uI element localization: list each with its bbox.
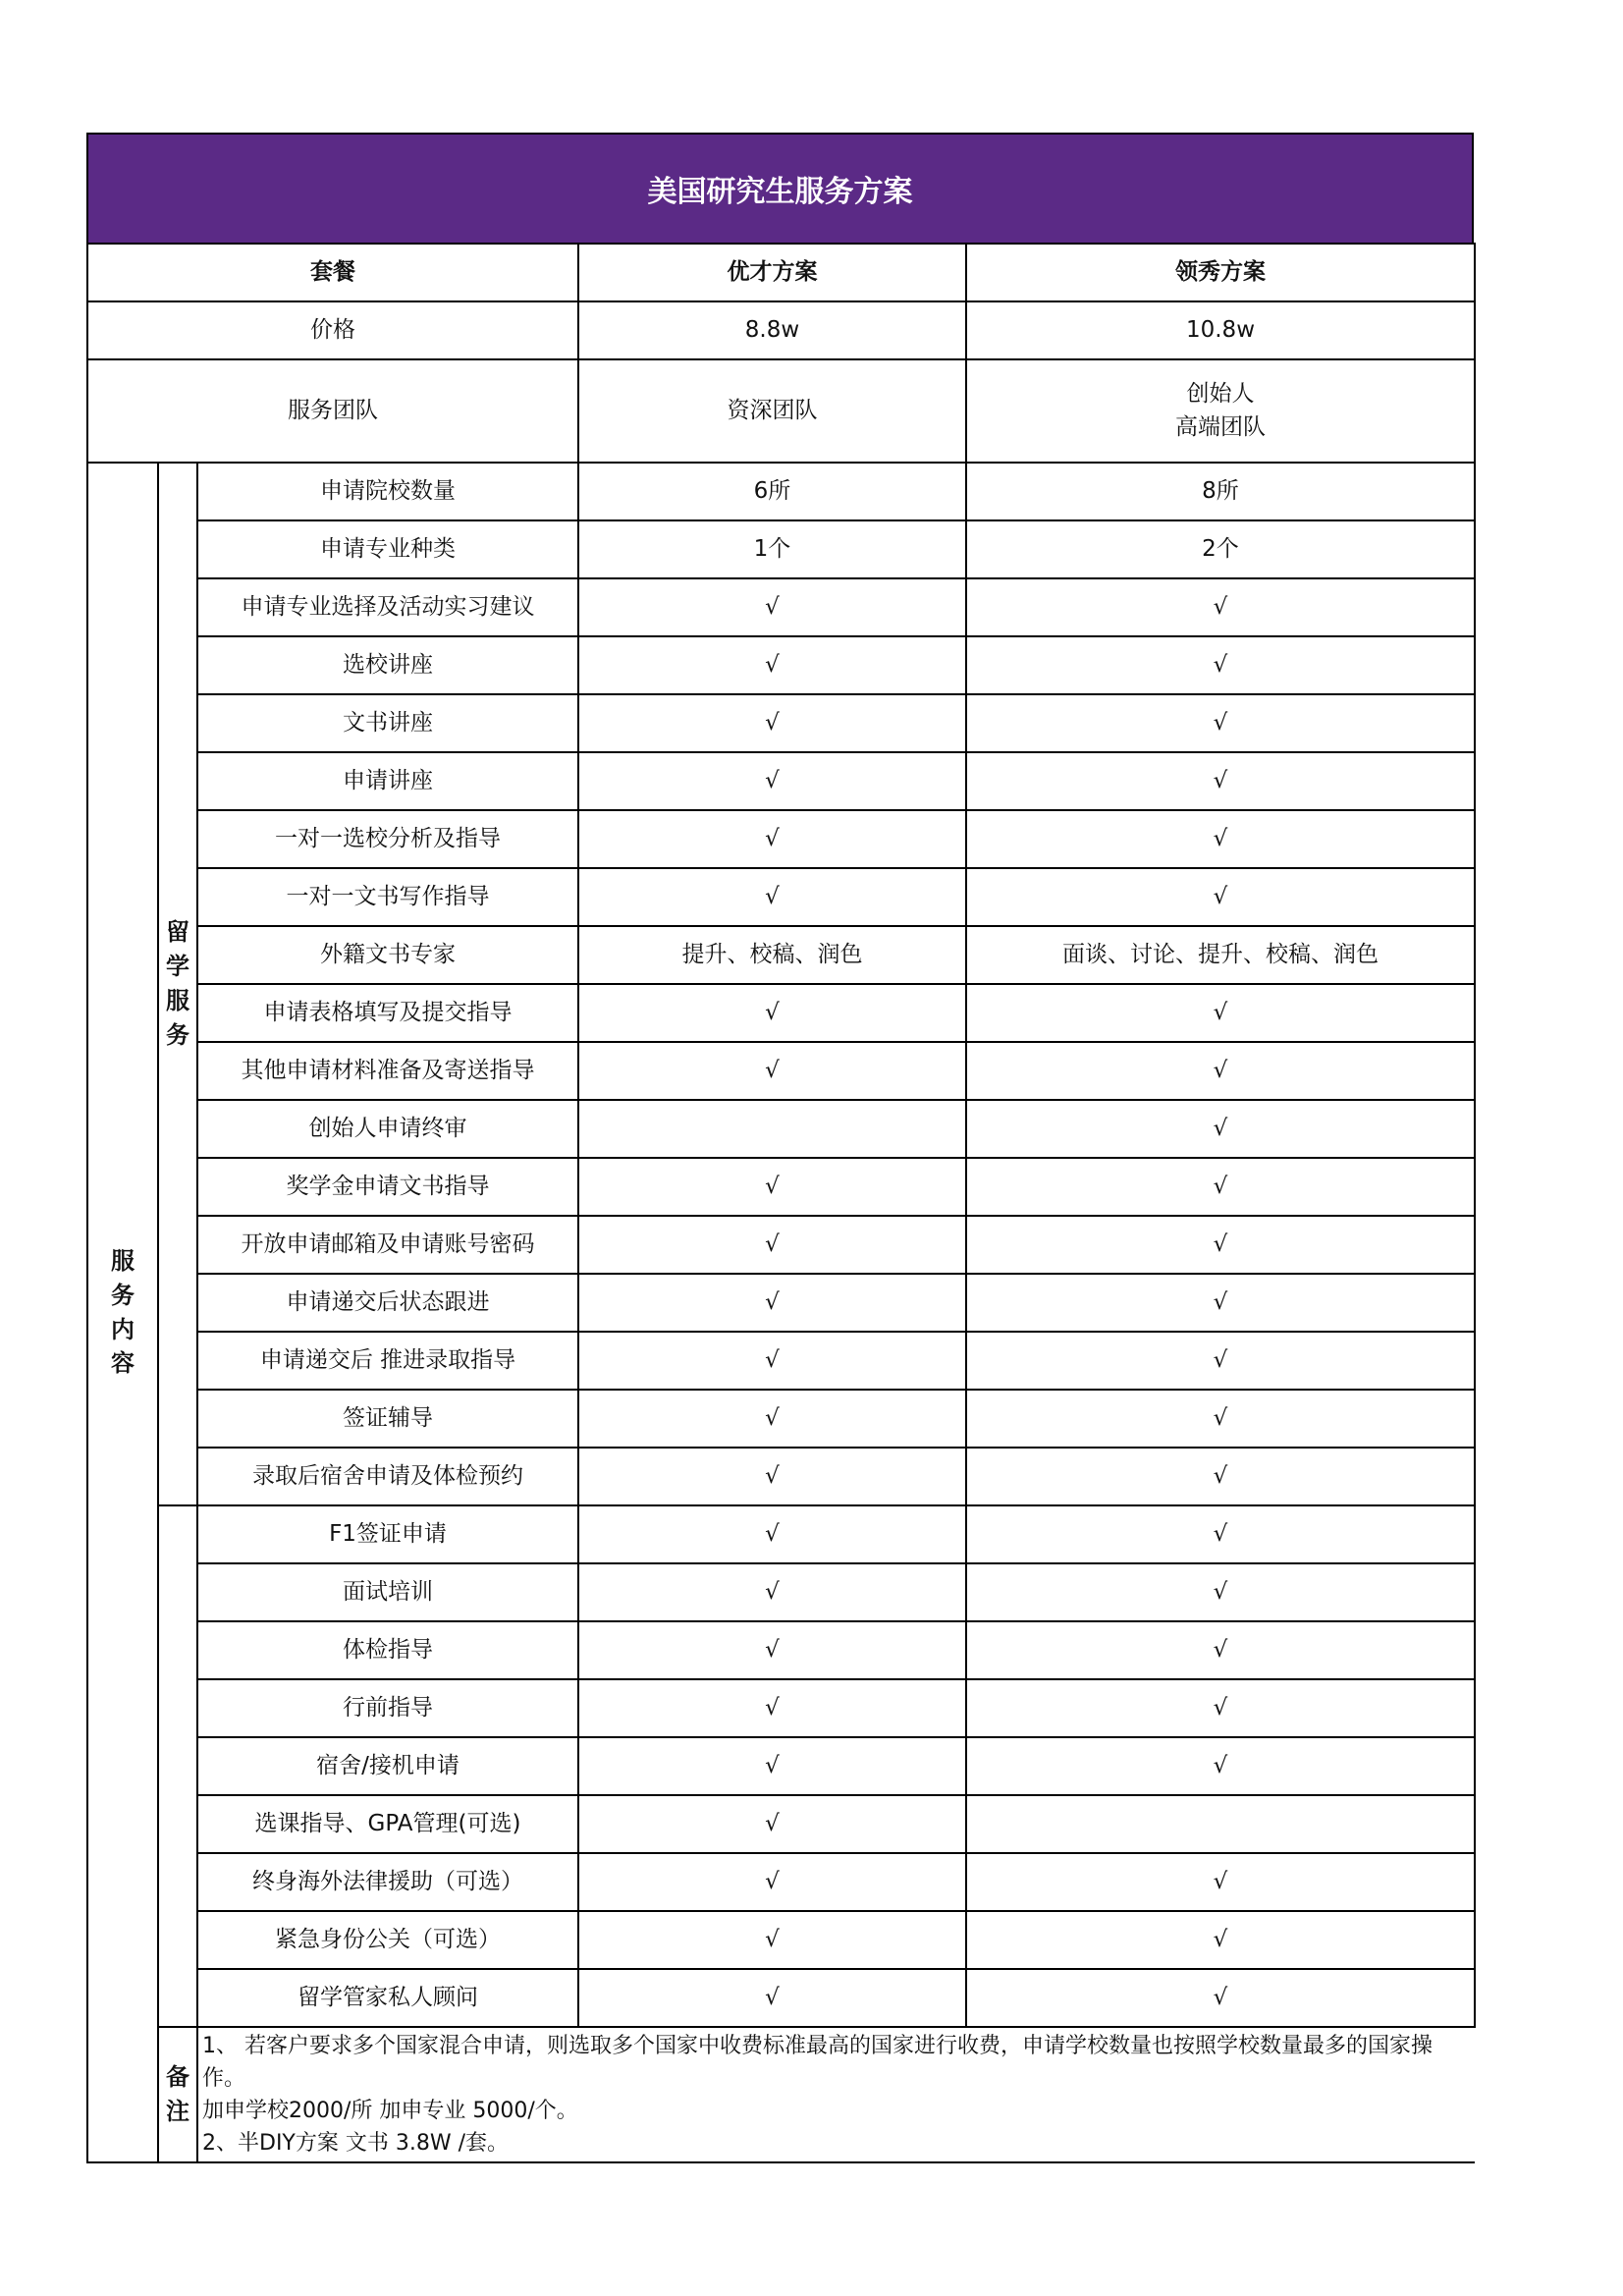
- table-row: [87, 868, 1475, 926]
- team-row: [87, 359, 1475, 463]
- plan-a-value: √: [578, 1216, 966, 1274]
- notes-content: [197, 2027, 1475, 2162]
- service-item: 其他申请材料准备及寄送指导: [197, 1042, 578, 1100]
- section-study-service-char: 学: [166, 953, 189, 981]
- section-study-service-char: 留: [166, 918, 189, 947]
- table-row: [87, 1158, 1475, 1216]
- plan-b-value: √: [966, 1621, 1475, 1679]
- plan-a-value: √: [578, 1795, 966, 1853]
- plan-a-value: √: [578, 1332, 966, 1390]
- table-row: [87, 810, 1475, 868]
- plan-a-value: √: [578, 984, 966, 1042]
- section-service-content-char: 务: [111, 1281, 135, 1309]
- service-item: 留学管家私人顾问: [197, 1969, 578, 2027]
- service-item: 申请专业选择及活动实习建议: [197, 578, 578, 636]
- table-row: [87, 752, 1475, 810]
- table-row: [87, 1332, 1475, 1390]
- plan-b-value: √: [966, 752, 1475, 810]
- plan-a-value: √: [578, 1621, 966, 1679]
- section-service-content-char: 容: [111, 1349, 135, 1378]
- plan-b-value: √: [966, 1332, 1475, 1390]
- plan-b-value: √: [966, 1563, 1475, 1621]
- section-service-content: [87, 463, 158, 2162]
- team-plan-b-line2: 高端团队: [1175, 413, 1266, 440]
- service-item: 创始人申请终审: [197, 1100, 578, 1158]
- plan-b-value: √: [966, 1390, 1475, 1448]
- plan-a-value: [578, 1100, 966, 1158]
- table-row: [87, 1969, 1475, 2027]
- service-item: 外籍文书专家: [197, 926, 578, 984]
- table-row: [87, 1274, 1475, 1332]
- service-item: 一对一文书写作指导: [197, 868, 578, 926]
- section-study-service-char: 务: [166, 1020, 189, 1049]
- plan-b-value: √: [966, 1216, 1475, 1274]
- header-plan-a: 优才方案: [578, 244, 966, 301]
- price-plan-b: 10.8w: [966, 301, 1475, 359]
- service-item: 选课指导、GPA管理(可选): [197, 1795, 578, 1853]
- service-item: 选校讲座: [197, 636, 578, 694]
- plan-b-value: √: [966, 636, 1475, 694]
- plan-a-value: 提升、校稿、润色: [578, 926, 966, 984]
- plan-b-value: √: [966, 1100, 1475, 1158]
- sheet-title: 美国研究生服务方案: [86, 133, 1474, 243]
- plan-b-value: √: [966, 1969, 1475, 2027]
- plan-b-value: √: [966, 1042, 1475, 1100]
- plan-a-value: √: [578, 1505, 966, 1563]
- plan-a-value: 6所: [578, 463, 966, 520]
- notes-label-char: 注: [166, 2098, 189, 2125]
- header-package: 套餐: [87, 244, 578, 301]
- notes-label: [158, 2027, 197, 2162]
- plan-a-value: √: [578, 1737, 966, 1795]
- notes-row: [87, 2027, 1475, 2162]
- table-row: [87, 578, 1475, 636]
- plan-table: [86, 243, 1476, 2163]
- service-item: 奖学金申请文书指导: [197, 1158, 578, 1216]
- plan-b-value: √: [966, 1679, 1475, 1737]
- table-row: [87, 1390, 1475, 1448]
- service-item: 签证辅导: [197, 1390, 578, 1448]
- service-item: 一对一选校分析及指导: [197, 810, 578, 868]
- table-row: [87, 520, 1475, 578]
- service-item: 申请表格填写及提交指导: [197, 984, 578, 1042]
- plan-b-value: √: [966, 578, 1475, 636]
- plan-a-value: √: [578, 810, 966, 868]
- service-item: 行前指导: [197, 1679, 578, 1737]
- table-row: [87, 636, 1475, 694]
- section-other-service: [158, 1505, 197, 2027]
- table-row: [87, 1853, 1475, 1911]
- service-item: 申请递交后状态跟进: [197, 1274, 578, 1332]
- note-line: 1、 若客户要求多个国家混合申请，则选取多个国家中收费标准最高的国家进行收费，申请学校数量也按照学校数量最多的国家操作。: [202, 2034, 1433, 2091]
- plan-a-value: √: [578, 578, 966, 636]
- plan-b-value: √: [966, 1853, 1475, 1911]
- service-item: 申请专业种类: [197, 520, 578, 578]
- table-row: [87, 1795, 1475, 1853]
- header-plan-b: 领秀方案: [966, 244, 1475, 301]
- service-item: F1签证申请: [197, 1505, 578, 1563]
- price-label: 价格: [87, 301, 578, 359]
- table-row: [87, 1737, 1475, 1795]
- service-item: 面试培训: [197, 1563, 578, 1621]
- table-row: [87, 1563, 1475, 1621]
- note-line: 2、半DIY方案 文书 3.8W /套。: [202, 2131, 509, 2156]
- plan-a-value: √: [578, 1911, 966, 1969]
- table-row: [87, 463, 1475, 520]
- plan-b-value: √: [966, 1448, 1475, 1505]
- service-item: 体检指导: [197, 1621, 578, 1679]
- plan-a-value: √: [578, 752, 966, 810]
- table-row: [87, 1505, 1475, 1563]
- plan-a-value: √: [578, 1563, 966, 1621]
- table-row: [87, 1216, 1475, 1274]
- section-service-content-char: 内: [111, 1315, 135, 1343]
- plan-b-value: √: [966, 694, 1475, 752]
- price-plan-a: 8.8w: [578, 301, 966, 359]
- service-item: 文书讲座: [197, 694, 578, 752]
- table-row: [87, 1621, 1475, 1679]
- team-plan-b: [966, 359, 1475, 463]
- plan-b-value: 8所: [966, 463, 1475, 520]
- plan-a-value: √: [578, 1390, 966, 1448]
- team-label: 服务团队: [87, 359, 578, 463]
- plan-a-value: √: [578, 1679, 966, 1737]
- section-study-service: [158, 463, 197, 1505]
- plan-a-value: √: [578, 1853, 966, 1911]
- section-study-service-char: 服: [166, 987, 189, 1014]
- team-plan-b-line1: 创始人: [1186, 381, 1255, 408]
- plan-b-value: √: [966, 868, 1475, 926]
- note-line: 加申学校2000/所 加申专业 5000/个。: [202, 2099, 578, 2123]
- table-row: [87, 984, 1475, 1042]
- section-service-content-char: 服: [111, 1246, 135, 1275]
- plan-a-value: √: [578, 1274, 966, 1332]
- table-row: [87, 1042, 1475, 1100]
- plan-b-value: √: [966, 1274, 1475, 1332]
- plan-b-value: [966, 1795, 1475, 1853]
- plan-b-value: 2个: [966, 520, 1475, 578]
- service-item: 宿舍/接机申请: [197, 1737, 578, 1795]
- plan-a-value: √: [578, 1158, 966, 1216]
- service-item: 终身海外法律援助（可选）: [197, 1853, 578, 1911]
- notes-label-char: 备: [166, 2063, 189, 2092]
- table-row: [87, 1100, 1475, 1158]
- plan-a-value: √: [578, 694, 966, 752]
- plan-a-value: √: [578, 1042, 966, 1100]
- service-item: 开放申请邮箱及申请账号密码: [197, 1216, 578, 1274]
- plan-b-value: √: [966, 1911, 1475, 1969]
- service-item: 紧急身份公关（可选）: [197, 1911, 578, 1969]
- table-row: [87, 1679, 1475, 1737]
- plan-b-value: 面谈、讨论、提升、校稿、润色: [966, 926, 1475, 984]
- service-item: 申请院校数量: [197, 463, 578, 520]
- table-row: [87, 1448, 1475, 1505]
- table-row: [87, 694, 1475, 752]
- plan-b-value: √: [966, 984, 1475, 1042]
- plan-b-value: √: [966, 1158, 1475, 1216]
- plan-b-value: √: [966, 1737, 1475, 1795]
- plan-a-value: √: [578, 636, 966, 694]
- plan-b-value: √: [966, 1505, 1475, 1563]
- plan-a-value: √: [578, 1448, 966, 1505]
- price-row: [87, 301, 1475, 359]
- table-row: [87, 926, 1475, 984]
- team-plan-a: 资深团队: [578, 359, 966, 463]
- service-item: 录取后宿舍申请及体检预约: [197, 1448, 578, 1505]
- table-row: [87, 1911, 1475, 1969]
- plan-a-value: 1个: [578, 520, 966, 578]
- service-item: 申请讲座: [197, 752, 578, 810]
- plan-a-value: √: [578, 1969, 966, 2027]
- header-row: [87, 244, 1475, 301]
- plan-b-value: √: [966, 810, 1475, 868]
- plan-a-value: √: [578, 868, 966, 926]
- service-item: 申请递交后 推进录取指导: [197, 1332, 578, 1390]
- service-plan-sheet: [86, 133, 1474, 2163]
